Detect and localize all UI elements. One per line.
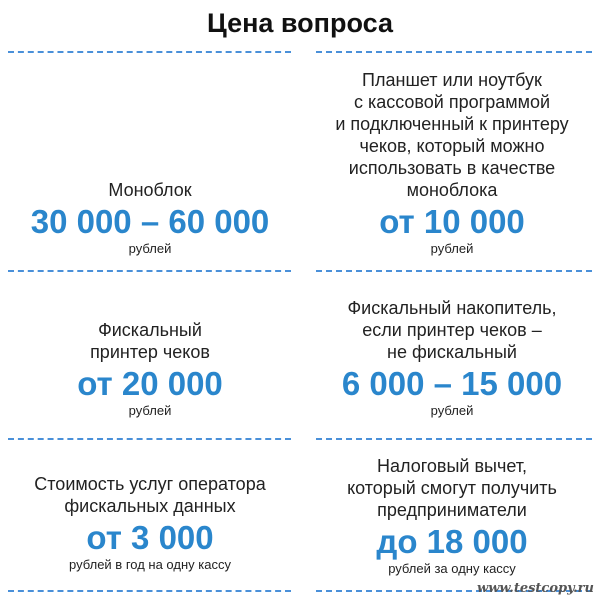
price-card-description: Планшет или ноутбук с кассовой программой и подключенный к принтеру чеков, который можно использовать в качестве моноблока: [335, 70, 569, 200]
price-card-value: от 3 000: [86, 519, 214, 556]
price-card-unit: рублей: [128, 403, 172, 418]
price-card-unit: рублей в год на одну кассу: [69, 557, 231, 572]
price-card-ofd-services: [5, 448, 295, 572]
price-card-value: от 10 000: [379, 203, 525, 240]
divider-row1-right: [316, 270, 592, 272]
price-card-tax-deduction: [307, 448, 597, 576]
price-card-fiscal-printer: [5, 280, 295, 418]
price-card-description: Фискальный принтер чеков: [90, 320, 210, 362]
price-card-value: до 18 000: [376, 523, 528, 560]
price-card-unit: рублей за одну кассу: [388, 561, 516, 576]
price-card-unit: рублей: [430, 403, 474, 418]
divider-bottom-left: [8, 590, 291, 592]
price-card-unit: рублей: [430, 241, 474, 256]
page-title: Цена вопроса: [207, 8, 393, 38]
price-card-unit: рублей: [128, 241, 172, 256]
price-card-description: Моноблок: [108, 180, 192, 200]
price-card-value: от 20 000: [77, 365, 223, 402]
divider-top-right: [316, 51, 592, 53]
price-card-value: 30 000 – 60 000: [30, 203, 270, 240]
price-card-description: Налоговый вычет, который смогут получить предприниматели: [347, 456, 557, 520]
price-card-monoblock: [5, 60, 295, 256]
divider-top-left: [8, 51, 291, 53]
divider-row1-left: [8, 270, 291, 272]
price-card-fiscal-storage: [307, 280, 597, 418]
price-card-description: Фискальный накопитель, если принтер чеков – не фискальный: [347, 298, 557, 362]
watermark: www.testcopy.ru: [477, 581, 594, 596]
price-card-description: Стоимость услуг оператора фискальных данных: [34, 474, 266, 516]
divider-row2-right: [316, 438, 592, 440]
price-card-value: 6 000 – 15 000: [341, 365, 563, 402]
divider-row2-left: [8, 438, 291, 440]
price-card-tablet: [307, 60, 597, 256]
